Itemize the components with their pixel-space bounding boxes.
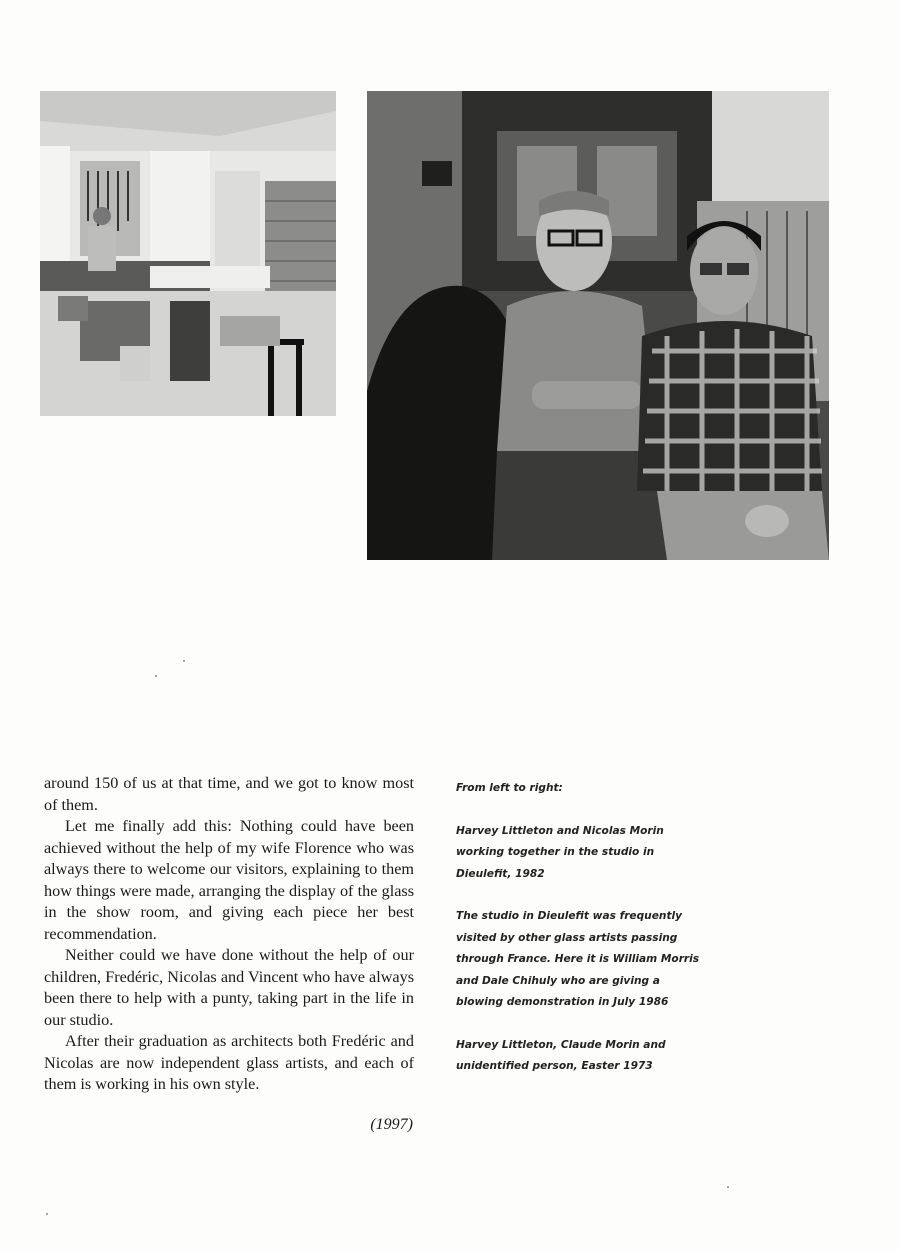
scan-speck bbox=[727, 1186, 729, 1188]
body-paragraph: Let me finally add this: Nothing could have been achieved without the help of my wife Florence who was always there to welcome our visitors, explaining to them how things were made, arranging the display of the glass in the show room, and giving each piece her best recommendation. bbox=[44, 817, 414, 943]
body-paragraph: around 150 of us at that time, and we got to know most of them. bbox=[44, 774, 414, 814]
caption-item: Harvey Littleton and Nicolas Morin working together in the studio in Dieulefit, 1982 bbox=[456, 824, 664, 880]
three-people-illustration bbox=[367, 91, 829, 560]
scan-speck bbox=[46, 1213, 48, 1215]
body-paragraph: Neither could we have done without the help of our children, Fredéric, Nicolas and Vincent who have always been there to help with a punty, taking part in the life in our studio. bbox=[44, 946, 414, 1029]
caption-item: The studio in Dieulefit was frequently visited by other glass artists passing through France. Here it is William Morris and Dale Chihuly who are giving a blowing demonstration in July 1986 bbox=[456, 910, 700, 1009]
caption-item: Harvey Littleton, Claude Morin and unidentified person, Easter 1973 bbox=[456, 1038, 666, 1073]
date-note: (1997) bbox=[370, 1116, 413, 1133]
photo-three-people bbox=[367, 91, 829, 560]
body-text bbox=[44, 773, 414, 1096]
photo-studio-interior bbox=[40, 91, 336, 416]
photo-captions bbox=[456, 778, 706, 1099]
studio-interior-illustration bbox=[40, 91, 336, 416]
body-paragraph: After their graduation as architects both Fredéric and Nicolas are now independent glass artists, and each of them is working in his own style. bbox=[44, 1032, 414, 1093]
scan-speck bbox=[155, 675, 157, 677]
scan-speck bbox=[183, 660, 185, 662]
caption-heading: From left to right: bbox=[456, 782, 563, 794]
